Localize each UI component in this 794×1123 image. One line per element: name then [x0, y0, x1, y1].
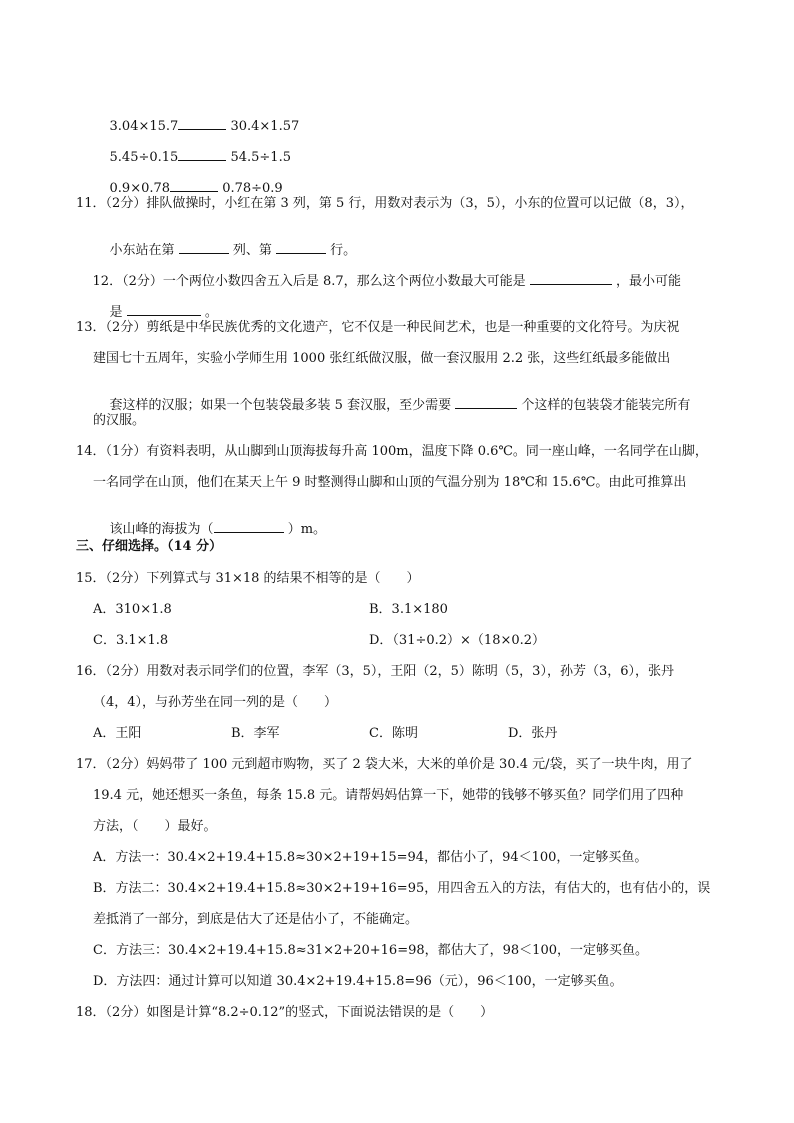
q16-option-c[interactable]: C．陈明: [369, 726, 418, 741]
compare-row-3-left: 0.9×0.78: [109, 181, 171, 196]
q12-text-d: 。: [204, 305, 218, 320]
answer-blank[interactable]: [276, 241, 326, 254]
q15-option-d[interactable]: D．（31÷0.2）×（18×0.2）: [369, 633, 546, 648]
answer-blank[interactable]: [530, 272, 612, 285]
answer-blank[interactable]: [170, 179, 218, 192]
q11-text-a: 小东站在第: [109, 243, 175, 258]
compare-row-2-right: 54.5÷1.5: [230, 150, 291, 165]
q11-text-c: 行。: [330, 243, 357, 258]
section-title: 三、仔细选择。（14 分）: [76, 539, 223, 554]
q17-option-d[interactable]: D．方法四：通过计算可以知道 30.4×2+19.4+15.8=96（元），96＜100，一定够买鱼。: [93, 974, 623, 989]
q14-line-1: 14．（1分）有资料表明，从山脚到山顶海拔每升高 100m，温度下降 0.6℃。同一座山峰，一名同学在山脚，: [76, 444, 708, 459]
q12-text-a: 12．（2分）一个两位小数四舍五入后是 8.7，那么这个两位小数最大可能是: [92, 274, 526, 289]
answer-blank[interactable]: [178, 148, 226, 161]
q13-line-4: 的汉服。: [93, 413, 146, 428]
q15-option-c[interactable]: C．3.1×1.8: [93, 633, 169, 648]
q17-option-b-cont: 差抵消了一部分，到底是估大了还是估小了，不能确定。: [93, 912, 419, 927]
q14-text-a: 该山峰的海拔为（: [109, 522, 214, 537]
q14-text-b: ）m。: [287, 522, 327, 537]
q13-line-3: [93, 383, 691, 428]
q15-option-a[interactable]: A．310×1.8: [93, 602, 172, 617]
q13-text-b: 个这样的包装袋才能装完所有: [521, 398, 691, 413]
q13-line-1: 13．（2分）剪纸是中华民族优秀的文化遗产，它不仅是一种民间艺术，也是一种重要的文化符号。为庆祝: [76, 320, 680, 335]
compare-row-2-left: 5.45÷0.15: [109, 150, 179, 165]
q16-option-a[interactable]: A．王阳: [93, 726, 142, 741]
q14-line-2: 一名同学在山顶，他们在某天上午 9 时整测得山脚和山顶的气温分别为 18℃和 15.6℃。由此可推算出: [93, 475, 687, 490]
q12-text-b: ，最小可能: [615, 274, 681, 289]
q11-text-b: 列、第: [232, 243, 272, 258]
q16-line-2: （4，4），与孙芳坐在同一列的是（ ）: [93, 695, 338, 710]
q13-text-a: 套这样的汉服；如果一个包装袋最多装 5 套汉服，至少需要: [109, 398, 452, 413]
compare-row-1-left: 3.04×15.7: [109, 119, 179, 134]
q16-option-b[interactable]: B．李军: [231, 726, 280, 741]
answer-blank[interactable]: [127, 303, 201, 316]
q12-text-c: 是: [109, 305, 123, 320]
q15-stem: 15．（2分）下列算式与 31×18 的结果不相等的是（ ）: [76, 571, 420, 586]
answer-blank[interactable]: [455, 396, 517, 409]
answer-blank[interactable]: [214, 520, 284, 533]
compare-row-3-right: 0.78÷0.9: [222, 181, 283, 196]
q17-option-b[interactable]: B．方法二：30.4×2+19.4+15.8≈30×2+19+16=95，用四舍五入的方法，有估大的，也有估小的，误: [93, 881, 711, 896]
q16-option-d[interactable]: D．张丹: [508, 726, 558, 741]
q16-line-1: 16．（2分）用数对表示同学们的位置，李军（3，5），王阳（2，5）陈明（5，3），孙芳（3，6），张丹: [76, 664, 674, 679]
q17-option-a[interactable]: A．方法一：30.4×2+19.4+15.8≈30×2+19+15=94，都估小了，94＜100，一定够买鱼。: [93, 850, 648, 865]
q17-line-3: 方法，（ ）最好。: [93, 819, 217, 834]
compare-row-1-right: 30.4×1.57: [230, 119, 300, 134]
q18-stem: 18．（2分）如图是计算“8.2÷0.12”的竖式，下面说法错误的是（ ）: [76, 1005, 494, 1020]
answer-blank[interactable]: [178, 117, 226, 130]
q17-option-c[interactable]: C．方法三：30.4×2+19.4+15.8≈31×2+20+16=98，都估大了，98＜100，一定够买鱼。: [93, 943, 648, 958]
answer-blank[interactable]: [179, 241, 229, 254]
q17-line-1: 17．（2分）妈妈带了 100 元到超市购物，买了 2 袋大米，大米的单价是 30.4 元/袋，买了一块牛肉，用了: [76, 757, 693, 772]
q15-option-b[interactable]: B．3.1×180: [369, 602, 448, 617]
q17-line-2: 19.4 元，她还想买一条鱼，每条 15.8 元。请帮妈妈估算一下，她带的钱够不够买鱼？同学们用了四种: [93, 788, 684, 803]
q13-line-2: 建国七十五周年，实验小学师生用 1000 张红纸做汉服，做一套汉服用 2.2 张，这些红纸最多能做出: [93, 351, 671, 366]
q11-line-1: 11．（2分）排队做操时，小红在第 3 列，第 5 行，用数对表示为（3，5），小东的位置可以记做（8，3），: [76, 196, 694, 211]
